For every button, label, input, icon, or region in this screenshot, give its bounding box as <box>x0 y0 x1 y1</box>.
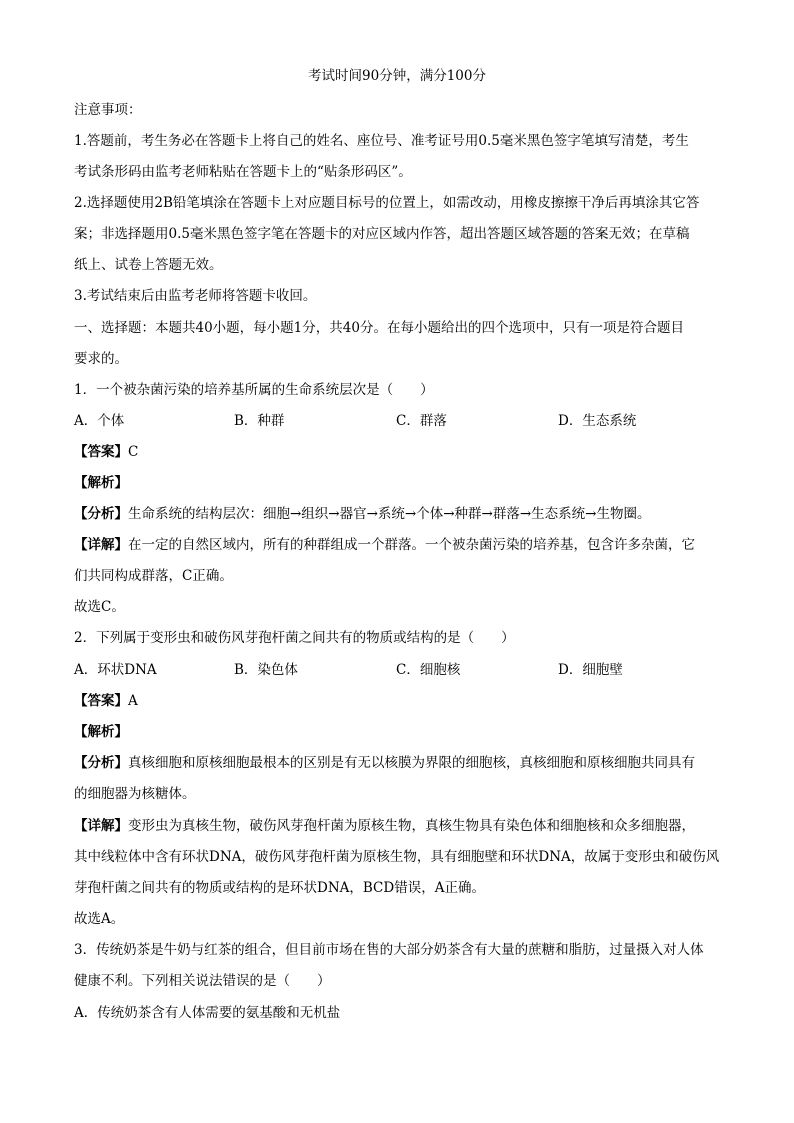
detail-line <box>74 816 724 836</box>
option-a: A．个体 <box>74 413 125 429</box>
exam-header: 考试时间90分钟，满分100分 <box>308 68 486 84</box>
detail-line <box>74 535 724 555</box>
notes-title: 注意事项： <box>74 102 142 118</box>
fenxi-tag: 【分析】 <box>74 755 128 771</box>
option-a: A．环状DNA <box>74 662 157 678</box>
detail-text: 在一定的自然区域内，所有的种群组成一个群落。一个被杂菌污染的培养基，包含许多杂菌，它 <box>128 537 695 553</box>
note-line: 考试条形码由监考老师粘贴在答题卡上的“贴条形码区”。 <box>74 164 412 180</box>
detail-text: 变形虫为真核生物，破伤风芽孢杆菌为原核生物，真核生物具有染色体和细胞核和众多细胞器， <box>128 818 695 834</box>
option-a: A．传统奶茶含有人体需要的氨基酸和无机盐 <box>74 1005 341 1021</box>
analysis-line <box>74 753 724 773</box>
note-line: 纸上、试卷上答题无效。 <box>74 257 223 273</box>
option-d: D．生态系统 <box>558 413 637 429</box>
detail-line: 们共同构成群落，C正确。 <box>74 568 233 584</box>
note-line: 2.选择题使用2B铅笔填涂在答题卡上对应题目标号的位置上，如需改动，用橡皮擦擦干净后再填涂其它答 <box>74 195 700 211</box>
detail-line: 芽孢杆菌之间共有的物质或结构的是环状DNA，BCD错误，A正确。 <box>74 880 485 896</box>
answer-value: A <box>128 693 138 709</box>
conclusion: 故选A。 <box>74 911 125 927</box>
question-3-stem: 健康不利。下列相关说法错误的是（ ） <box>74 973 331 989</box>
option-c: C．细胞核 <box>396 662 461 678</box>
detail-line: 其中线粒体中含有环状DNA，破伤风芽孢杆菌为原核生物，具有细胞壁和环状DNA，故属于变形虫和破伤风 <box>74 849 720 865</box>
answer-line <box>74 442 724 462</box>
option-c: C．群落 <box>396 413 447 429</box>
analysis-tag: 【解析】 <box>74 724 128 740</box>
answer-tag: 【答案】 <box>74 444 128 460</box>
conclusion: 故选C。 <box>74 599 125 615</box>
question-1-stem: 1．一个被杂菌污染的培养基所属的生命系统层次是（ ） <box>74 382 434 398</box>
analysis-line <box>74 504 724 524</box>
fenxi-text: 生命系统的结构层次：细胞→组织→器官→系统→个体→种群→群落→生态系统→生物圈。 <box>128 506 651 522</box>
question-2-stem: 2．下列属于变形虫和破伤风芽孢杆菌之间共有的物质或结构的是（ ） <box>74 630 515 646</box>
question-3-stem: 3．传统奶茶是牛奶与红茶的组合，但目前市场在售的大部分奶茶含有大量的蔗糖和脂肪，过量摄入对人体 <box>74 942 704 958</box>
analysis-tag: 【解析】 <box>74 475 128 491</box>
detail-tag: 【详解】 <box>74 537 128 553</box>
section-heading: 一、选择题：本题共40小题，每小题1分，共40分。在每小题给出的四个选项中，只有一项是符合题目 <box>74 320 684 336</box>
detail-tag: 【详解】 <box>74 818 128 834</box>
option-b: B．种群 <box>234 413 285 429</box>
analysis-line: 的细胞器为核糖体。 <box>74 786 196 802</box>
note-line: 案；非选择题用0.5毫米黑色签字笔在答题卡的对应区域内作答，超出答题区域答题的答案无效；在草稿 <box>74 226 690 242</box>
answer-line <box>74 691 724 711</box>
fenxi-text: 真核细胞和原核细胞最根本的区别是有无以核膜为界限的细胞核，真核细胞和原核细胞共同具有 <box>128 755 695 771</box>
section-heading: 要求的。 <box>74 351 128 367</box>
note-line: 3.考试结束后由监考老师将答题卡收回。 <box>74 288 317 304</box>
answer-tag: 【答案】 <box>74 693 128 709</box>
answer-value: C <box>128 444 139 460</box>
option-d: D．细胞壁 <box>558 662 623 678</box>
note-line: 1.答题前，考生务必在答题卡上将自己的姓名、座位号、准考证号用0.5毫米黑色签字笔填写清楚，考生 <box>74 133 689 149</box>
option-b: B．染色体 <box>234 662 298 678</box>
fenxi-tag: 【分析】 <box>74 506 128 522</box>
